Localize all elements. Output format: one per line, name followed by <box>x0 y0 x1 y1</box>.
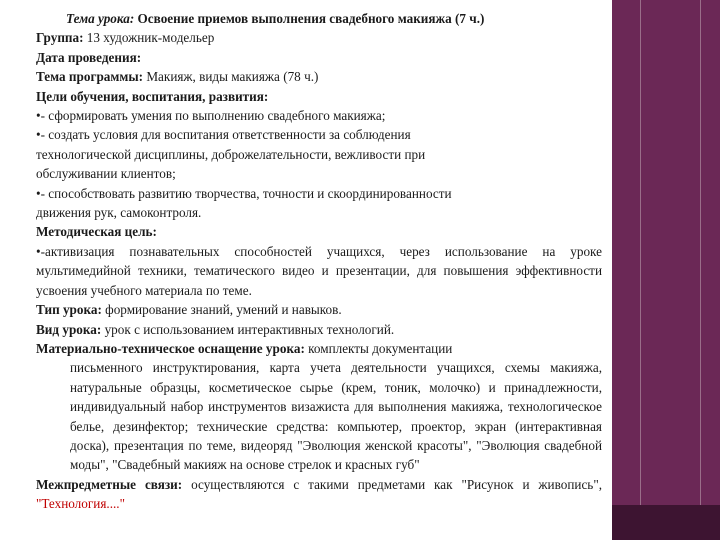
goal-item-2-line-1: •- создать условия для воспитания ответственности за соблюдения <box>36 127 411 143</box>
lesson-kind-line <box>36 320 602 339</box>
sidebar-footer-band <box>612 505 720 540</box>
lesson-kind-value: урок с использованием интерактивных технологий. <box>101 321 395 337</box>
program-topic-line <box>36 67 602 86</box>
lesson-topic-label: Тема урока: <box>66 11 135 26</box>
equipment-label: Материально-техническое оснащение урока: <box>36 340 305 356</box>
decorative-sidebar <box>612 0 720 540</box>
methodical-goal-heading: Методическая цель: <box>36 224 157 240</box>
interdisciplinary-paragraph <box>36 475 602 514</box>
goal-item-2-line-2: технологической дисциплины, доброжелательности, вежливости при <box>36 146 426 162</box>
sidebar-divider-right <box>700 0 701 540</box>
program-topic-value: Макияж, виды макияжа (78 ч.) <box>143 69 319 85</box>
lesson-type-line <box>36 300 602 319</box>
date-label: Дата проведения: <box>36 49 142 65</box>
lesson-type-value: формирование знаний, умений и навыков. <box>101 302 342 318</box>
lesson-type-label: Тип урока: <box>36 302 102 318</box>
goal-item-1: •- сформировать умения по выполнению свадебного макияжа; <box>36 108 386 124</box>
lesson-topic-value: Освоение приемов выполнения свадебного макияжа (7 ч.) <box>134 11 485 26</box>
equipment-text-body: письменного инструктирования, карта учета деятельности учащихся, схемы макияжа, натуральные образцы, косметическое сырье (крем, тоник, молочко) и принадлежности, индивидуальный набор инструментов визажиста для выполнения макияжа, технологическое белье, дезинфектор; технические средства: компьютер, проектор, экран (интерактивная доска), презентация по теме, видеоряд "Эволюция женской красоты", "Эволюция свадебной моды", "Свадебный макияж на основе стрелок и красных губ" <box>70 360 602 473</box>
lesson-topic-line <box>36 9 602 28</box>
lesson-plan-text <box>36 9 602 514</box>
program-topic-label: Тема программы: <box>36 69 144 85</box>
goals-heading: Цели обучения, воспитания, развития: <box>36 88 269 104</box>
equipment-line <box>36 339 602 358</box>
group-line <box>36 28 602 47</box>
technology-highlight: "Технология...." <box>36 496 125 512</box>
goal-item-2-line-3: обслуживании клиентов; <box>36 166 176 182</box>
date-line <box>36 48 602 67</box>
goal-item-3-line-2: движения рук, самоконтроля. <box>36 205 202 221</box>
methodical-goal-text: •-активизация познавательных способностей учащихся, через использование на уроке мультимедийной техники, тематического видео и презентации, для повышения эффективности усвоения учебного материала по теме. <box>36 243 602 298</box>
lesson-kind-label: Вид урока: <box>36 321 102 337</box>
group-label: Группа: <box>36 30 84 46</box>
sidebar-divider-left <box>640 0 641 540</box>
interdisciplinary-text: осуществляются с такими предметами как "Рисунок и живопись", <box>182 476 602 492</box>
goal-item-3-line-1: •- способствовать развитию творчества, точности и скоординированности <box>36 185 452 201</box>
equipment-value-start: комплекты документации <box>304 340 453 356</box>
equipment-text <box>36 358 602 474</box>
interdisciplinary-label: Межпредметные связи: <box>36 476 183 492</box>
group-value: 13 художник-модельер <box>83 30 215 46</box>
